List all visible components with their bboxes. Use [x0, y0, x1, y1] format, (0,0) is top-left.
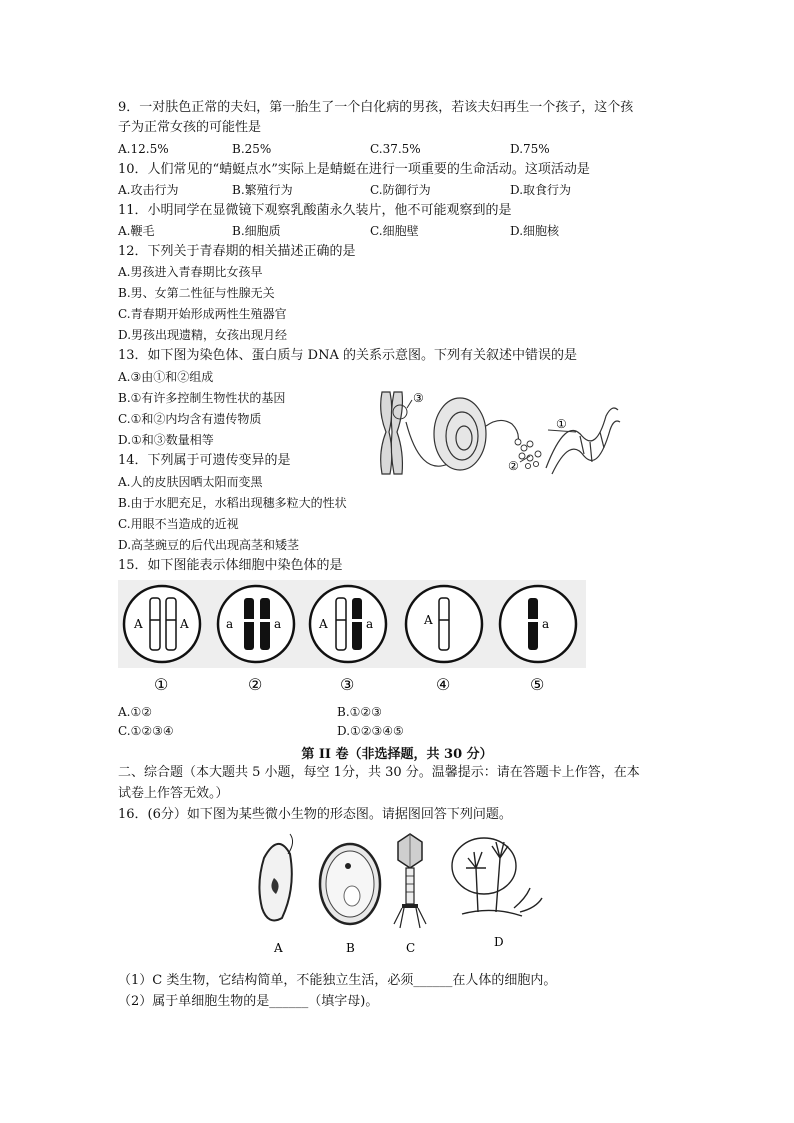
organism-b — [320, 844, 380, 924]
q15-option-c: C.①②③④ — [118, 724, 174, 738]
microorganisms-diagram — [252, 828, 552, 958]
q11-option-d: D.细胞核 — [510, 224, 560, 238]
q12-option-d: D.男孩出现遗精，女孩出现月经 — [118, 328, 288, 342]
cell-1-gene-left: A — [134, 617, 143, 631]
q12-option-b: B.男、女第二性征与性腺无关 — [118, 286, 275, 300]
organism-d — [452, 838, 542, 916]
organism-b-label: B — [346, 941, 355, 955]
q11-option-b: B.细胞质 — [232, 224, 281, 238]
cell-3-gene-right: a — [366, 617, 374, 631]
q16-stem: 16．(6分）如下图为某些微小生物的形态图。请据图回答下列问题。 — [118, 807, 512, 822]
cell-1-number: ① — [154, 675, 169, 694]
q16-sub-question-2: （2）属于单细胞生物的是______（填字母)。 — [118, 994, 379, 1009]
q14-option-c: C.用眼不当造成的近视 — [118, 517, 239, 531]
q12-option-c: C.青春期开始形成两性生殖器官 — [118, 307, 287, 321]
organism-a-label: A — [274, 941, 283, 955]
cell-4-number: ④ — [436, 675, 451, 694]
q9-stem-line2: 子为正常女孩的可能性是 — [118, 120, 262, 135]
cell-2-gene-left: a — [226, 617, 234, 631]
q13-option-d: D.①和③数量相等 — [118, 433, 214, 447]
q11-option-c: C.细胞壁 — [370, 224, 419, 238]
cell-2 — [218, 586, 294, 662]
chromosome-dna-diagram — [370, 386, 622, 480]
section2-intro-line2: 试卷上作答无效。） — [118, 786, 229, 801]
q9-option-a: A.12.5% — [118, 142, 169, 156]
chromosome-shape — [381, 392, 403, 474]
q10-option-b: B.繁殖行为 — [232, 183, 293, 197]
q11-stem: 11．小明同学在显微镜下观察乳酸菌永久装片，他不可能观察到的是 — [118, 203, 512, 218]
cell-5-gene-right: a — [542, 617, 550, 631]
organism-c — [394, 834, 426, 928]
q14-option-d: D.高茎豌豆的后代出现高茎和矮茎 — [118, 538, 300, 552]
cell-2-number: ② — [248, 675, 263, 694]
section2-title: 第 II 卷（非选择题，共 30 分） — [301, 747, 493, 762]
q13-option-a: A.③由①和②组成 — [118, 370, 214, 384]
q9-option-d: D.75% — [510, 142, 550, 156]
protein-beads — [515, 439, 541, 469]
q10-stem: 10．人们常见的“蜻蜓点水”实际上是蜻蜓在进行一项重要的生命活动。这项活动是 — [118, 162, 590, 177]
organism-a — [259, 834, 292, 920]
q13-option-c: C.①和②内均含有遗传物质 — [118, 412, 262, 426]
q13-option-b: B.①有许多控制生物性状的基因 — [118, 391, 286, 405]
q12-stem: 12．下列关于青春期的相关描述正确的是 — [118, 244, 356, 259]
q9-stem-line1: 9．一对肤色正常的夫妇，第一胎生了一个白化病的男孩，若该夫妇再生一个孩子，这个孩 — [118, 100, 634, 115]
cell-3 — [310, 586, 386, 662]
q14-option-a: A.人的皮肤因晒太阳而变黑 — [118, 475, 263, 489]
q13-stem: 13．如下图为染色体、蛋白质与 DNA 的关系示意图。下列有关叙述中错误的是 — [118, 348, 577, 363]
cell-4-gene-left: A — [424, 613, 433, 627]
cell-4 — [406, 586, 482, 662]
q15-stem: 15．如下图能表示体细胞中染色体的是 — [118, 558, 343, 573]
q10-option-d: D.取食行为 — [510, 183, 572, 197]
q9-option-c: C.37.5% — [370, 142, 421, 156]
cell-3-number: ③ — [340, 675, 355, 694]
cell-2-gene-right: a — [274, 617, 282, 631]
chromatin-coil — [406, 398, 518, 470]
q16-sub-question-1: （1）C 类生物，它结构简单，不能独立生活，必须______在人体的细胞内。 — [118, 973, 557, 988]
cell-1 — [124, 586, 200, 662]
q15-option-d: D.①②③④⑤ — [337, 724, 404, 738]
q13-label-1: ① — [556, 417, 567, 431]
q12-option-a: A.男孩进入青春期比女孩早 — [118, 265, 263, 279]
q9-option-b: B.25% — [232, 142, 272, 156]
cell-5 — [500, 586, 576, 662]
cell-1-gene-right: A — [180, 617, 189, 631]
section2-intro-line1: 二、综合题（本大题共 5 小题，每空 1分，共 30 分。温馨提示：请在答题卡上作答，在本 — [118, 765, 640, 780]
q13-label-3: ③ — [413, 391, 424, 405]
cell-3-gene-left: A — [319, 617, 328, 631]
q15-option-a: A.①② — [118, 705, 152, 719]
cell-5-number: ⑤ — [530, 675, 545, 694]
q14-option-b: B.由于水肥充足，水稻出现穗多粒大的性状 — [118, 496, 347, 510]
q15-option-b: B.①②③ — [337, 705, 382, 719]
q14-stem: 14．下列属于可遗传变异的是 — [118, 453, 291, 468]
q13-label-2: ② — [508, 459, 519, 473]
q11-option-a: A.鞭毛 — [118, 224, 155, 238]
organism-d-label: D — [494, 935, 504, 949]
q10-option-c: C.防御行为 — [370, 183, 431, 197]
chromosome-cells-diagram — [118, 580, 586, 696]
organism-c-label: C — [406, 941, 416, 955]
q10-option-a: A.攻击行为 — [118, 183, 179, 197]
